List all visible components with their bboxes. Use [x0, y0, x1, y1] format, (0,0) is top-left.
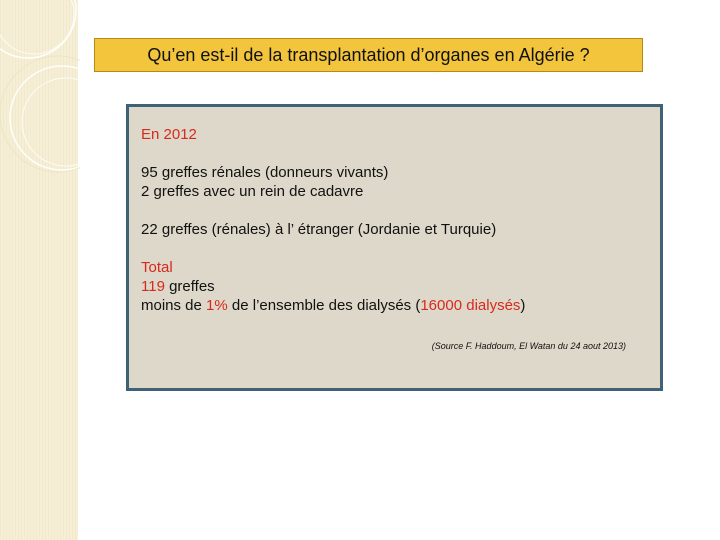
- total-unit: greffes: [164, 278, 215, 295]
- source-citation: (Source F. Haddoum, El Watan du 24 aout 2013): [431, 341, 626, 351]
- cadaver-grafts-line: 2 greffes avec un rein de cadavre: [141, 183, 364, 200]
- year-line: En 2012: [141, 126, 197, 143]
- spacer: [141, 201, 648, 220]
- slide-title-text: Qu’en est-il de la transplantation d’organes en Algérie ?: [147, 44, 590, 65]
- spacer: [141, 144, 648, 163]
- total-number: 119: [141, 278, 165, 295]
- total-line: [141, 277, 648, 296]
- total-label: Total: [141, 259, 173, 276]
- percentage-prefix: moins de: [141, 297, 207, 314]
- spacer: [141, 239, 648, 258]
- percentage-line: [141, 296, 648, 315]
- percentage-suffix: ): [520, 297, 526, 314]
- dialysis-count: 16000 dialysés: [420, 297, 521, 314]
- percentage-middle: de l’ensemble des dialysés (: [227, 297, 421, 314]
- slide-title: [94, 38, 643, 72]
- renal-grafts-line: 95 greffes rénales (donneurs vivants): [141, 164, 389, 181]
- percentage-value: 1%: [206, 297, 228, 314]
- content-box: [126, 104, 663, 391]
- abroad-grafts-line: 22 greffes (rénales) à l’ étranger (Jordanie et Turquie): [141, 221, 497, 238]
- decorative-circles: [0, 0, 80, 200]
